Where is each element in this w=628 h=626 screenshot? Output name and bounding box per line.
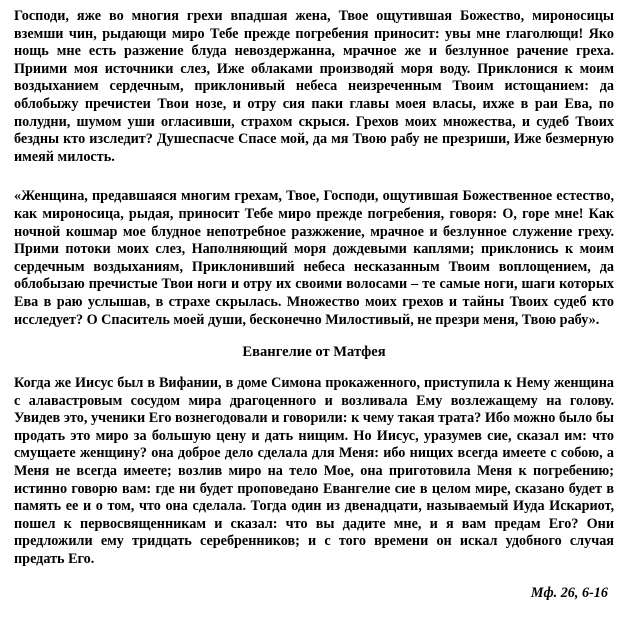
paragraph-russian-translation: «Женщина, предавшаяся многим грехам, Твое, Господи, ощутившая Божественное естество, как мироносица, рыдая, приносит Тебе миро прежде погребения, говоря: О, горе мне! Как ночной кошмар мое блудное непотребное разжжение, мрачное и безлунное служение греху. Прими потоки моих слез, Наполняющий моря дождевыми каплями; приклонись к моим сердечным воздыханиям, Приклонивший небеса несказанным Твоим воплощением, да облобызаю пречистые Твои ноги и отру их своими волосами – те самые ноги, шаги которых Ева в раю услышав, в страхе скрылась. Множество моих грехов и тайны Твоих судеб кто исследует? О Спаситель моей души, бесконечно Милостивый, не презри меня, Твою рабу». [14, 188, 614, 328]
reference-spacer [14, 569, 614, 585]
paragraph-spacer [14, 166, 614, 188]
paragraph-church-slavonic-prayer: Господи, яже во многия грехи впадшая жена, Твое ощутившая Божество, мироносицы вземши чин, рыдающи миро Тебе прежде погребения приносит: увы мне глаголющи! Яко нощь мне есть разжение блуда невоздержанна, мрачное же и безлунное рачение греха. Приими моя источники слез, Иже облаками производяй моря воду. Приклонися к моим воздыханием сердечным, приклонивый небеса неизреченным Твоим истощанием: да облобыжу пречистеи Твои нозе, и отру сия паки главы моея власы, ихже в раи Ева, по полудни, шумом уши огласивши, страхом скрыся. Грехов моих множества, и судеб Твоих бездны кто изследит? Душеспасче Спасе мой, да мя Твою рабу не презриши, Иже безмерную имеяй милость. [14, 8, 614, 165]
gospel-spacer [14, 365, 614, 375]
heading-spacer [14, 329, 614, 339]
paragraph-gospel-text: Когда же Иисус был в Вифании, в доме Симона прокаженного, приступила к Нему женщина с алавастровым сосудом мира драгоценного и возливала Ему возлежащему на голову. Увидев это, ученики Его вознегодовали и говорили: к чему такая трата? Ибо можно было бы продать это миро за большую цену и дать нищим. Но Иисус, уразумев сие, сказал им: что смущаете женщину? она доброе дело сделала для Меня: ибо нищих всегда имеете с собою, а Меня не всегда имеете; возлив миро на тело Мое, она приготовила Меня к погребению; истинно говорю вам: где ни будет проповедано Евангелие сие в целом мире, сказано будет в память ее и о том, что она сделала. Тогда один из двенадцати, называемый Иуда Искариот, пошел к первосвященникам и сказал: что вы дадите мне, и я вам предам Его? Они предложили ему тридцать серебренников; и с того времени он искал удобного случая предать Его. [14, 375, 614, 568]
section-heading-gospel-of-matthew: Евангелие от Матфея [242, 344, 386, 361]
scripture-reference: Мф. 26, 6-16 [530, 584, 608, 601]
